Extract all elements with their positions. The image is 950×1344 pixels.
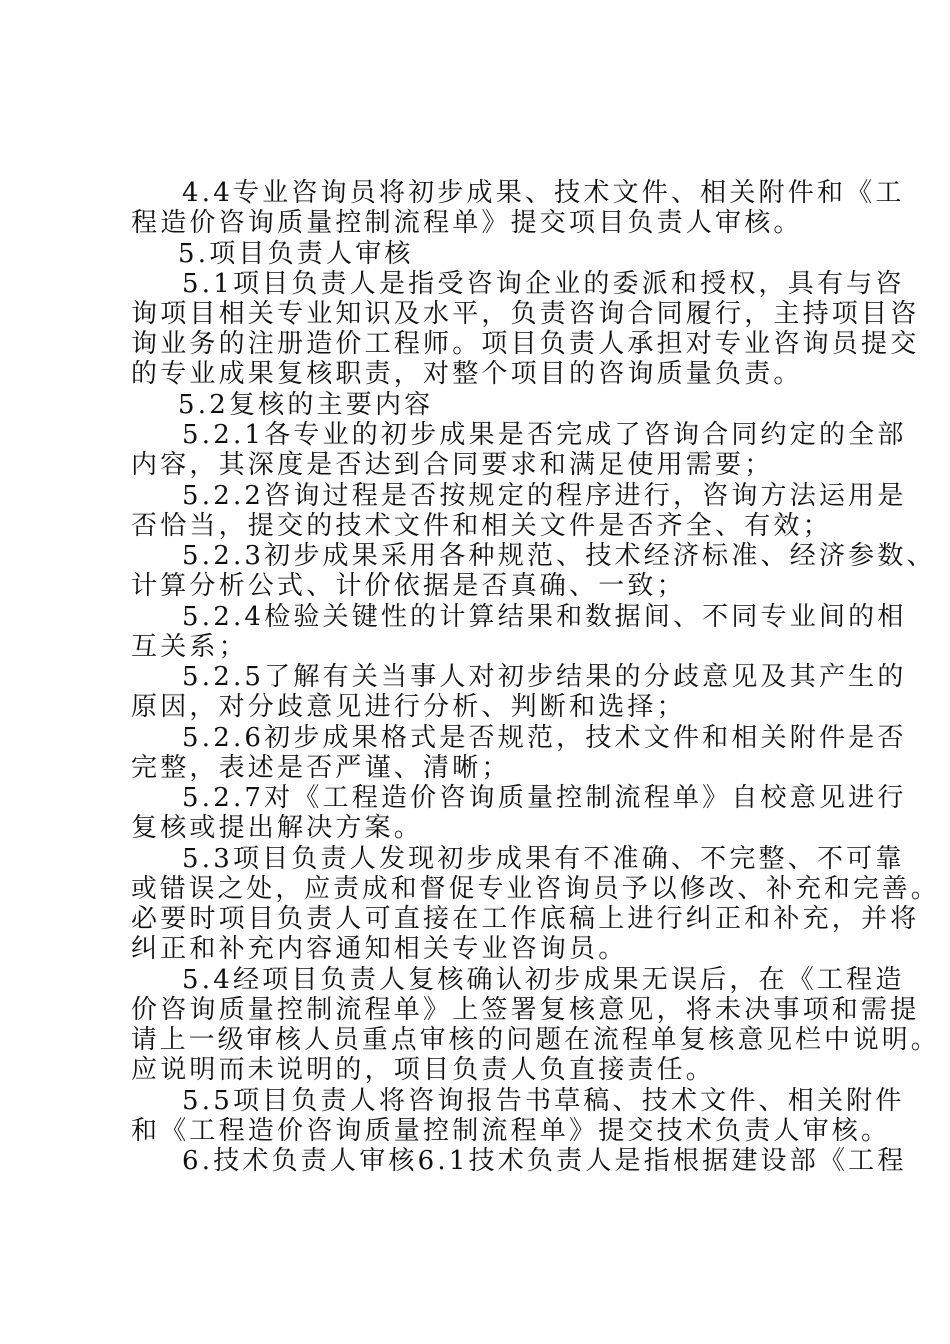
paragraph-line: 否恰当，提交的技术文件和相关文件是否齐全、有效； [131, 511, 832, 541]
paragraph-line: 5.2.1各专业的初步成果是否完成了咨询合同约定的全部 [182, 420, 907, 450]
section-heading: 5.项目负责人审核 [178, 239, 414, 269]
paragraph-line: 请上一级审核人员重点审核的问题在流程单复核意见栏中说明。 [131, 1025, 940, 1055]
paragraph-line: 5.1项目负责人是指受咨询企业的委派和授权，具有与咨 [182, 269, 905, 299]
paragraph-line: 和《工程造价咨询质量控制流程单》提交技术负责人审核。 [131, 1116, 891, 1146]
paragraph-line: 或错误之处，应责成和督促专业咨询员予以修改、补充和完善。 [131, 874, 940, 904]
paragraph-line: 5.2.4检验关键性的计算结果和数据间、不同专业间的相 [182, 602, 907, 632]
paragraph-line: 完整，表述是否严谨、清晰； [131, 753, 511, 783]
paragraph-line: 应说明而未说明的，项目负责人负直接责任。 [131, 1055, 716, 1085]
paragraph-line: 内容，其深度是否达到合同要求和满足使用需要； [131, 450, 774, 480]
paragraph-line: 互关系； [131, 632, 248, 662]
paragraph-line: 必要时项目负责人可直接在工作底稿上进行纠正和补充，并将 [131, 904, 920, 934]
paragraph-line: 原因，对分歧意见进行分析、判断和选择； [131, 692, 686, 722]
paragraph-line: 5.2.6初步成果格式是否规范，技术文件和相关附件是否 [182, 723, 907, 753]
section-heading: 6.技术负责人审核6.1技术负责人是指根据建设部《工程 [182, 1146, 907, 1176]
paragraph-line: 的专业成果复核职责，对整个项目的咨询质量负责。 [131, 359, 803, 389]
section-heading: 5.2复核的主要内容 [178, 390, 434, 420]
paragraph-line: 纠正和补充内容通知相关专业咨询员。 [131, 934, 628, 964]
paragraph-line: 5.5项目负责人将咨询报告书草稿、技术文件、相关附件 [182, 1086, 905, 1116]
paragraph-line: 5.3项目负责人发现初步成果有不准确、不完整、不可靠 [182, 844, 905, 874]
paragraph-line: 5.2.5了解有关当事人对初步结果的分歧意见及其产生的 [182, 662, 907, 692]
paragraph-line: 5.2.3初步成果采用各种规范、技术经济标准、经济参数、 [182, 541, 936, 571]
paragraph-line: 计算分析公式、计价依据是否真确、一致； [131, 571, 686, 601]
paragraph-line: 询项目相关专业知识及水平，负责咨询合同履行，主持项目咨 [131, 299, 920, 329]
paragraph-line: 4.4专业咨询员将初步成果、技术文件、相关附件和《工 [182, 178, 905, 208]
paragraph-line: 询业务的注册造价工程师。项目负责人承担对专业咨询员提交 [131, 329, 920, 359]
paragraph-line: 5.2.7对《工程造价咨询质量控制流程单》自校意见进行 [182, 783, 907, 813]
paragraph-line: 5.4经项目负责人复核确认初步成果无误后，在《工程造 [182, 965, 905, 995]
paragraph-line: 程造价咨询质量控制流程单》提交项目负责人审核。 [131, 208, 803, 238]
paragraph-line: 价咨询质量控制流程单》上签署复核意见，将未决事项和需提 [131, 995, 920, 1025]
paragraph-line: 5.2.2咨询过程是否按规定的程序进行，咨询方法运用是 [182, 481, 907, 511]
paragraph-line: 复核或提出解决方案。 [131, 813, 424, 843]
